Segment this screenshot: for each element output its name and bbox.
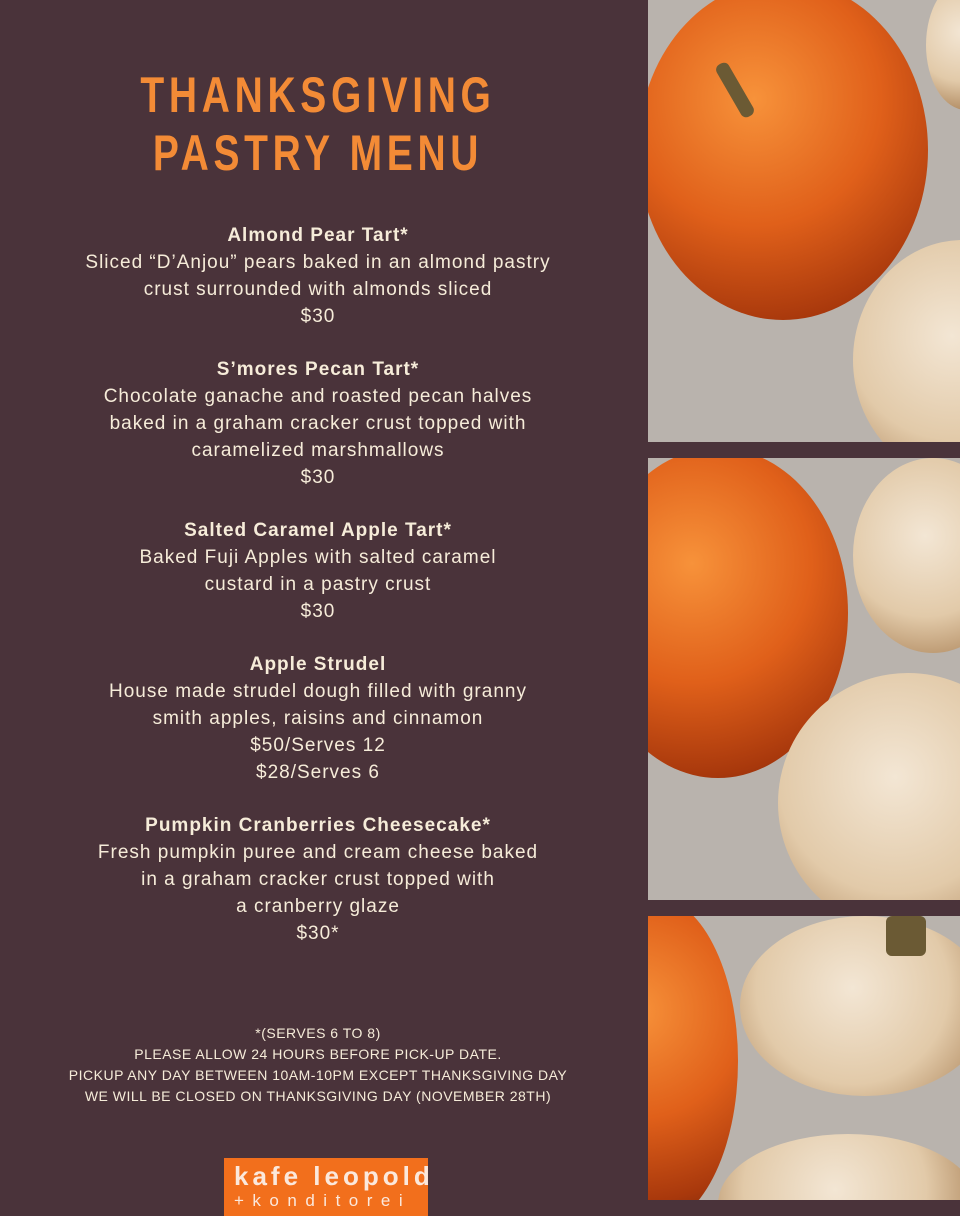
item-name: Pumpkin Cranberries Cheesecake* — [145, 815, 491, 836]
title-line-2: PASTRY MENU — [152, 125, 484, 181]
item-description: caramelized marshmallows — [191, 440, 445, 461]
item-name: Apple Strudel — [249, 654, 387, 675]
item-price: $30* — [296, 923, 340, 944]
item-description: Fresh pumpkin puree and cream cheese baked — [97, 842, 539, 863]
logo-line-1: kafe leopold — [234, 1161, 434, 1191]
title-line-1: THANKSGIVING — [140, 67, 496, 123]
pumpkin-photo-2 — [648, 458, 960, 900]
menu-item — [0, 222, 636, 330]
kafe-leopold-logo — [224, 1158, 434, 1216]
item-description: House made strudel dough filled with granny — [109, 681, 527, 702]
menu-item — [0, 517, 636, 625]
item-price: $28/Serves 6 — [256, 762, 380, 783]
note-line: *(SERVES 6 TO 8) — [255, 1025, 381, 1041]
menu-item — [0, 651, 636, 786]
notes — [0, 1023, 636, 1107]
menu-item — [0, 356, 636, 491]
item-description: in a graham cracker crust topped with — [141, 869, 495, 890]
item-description: Baked Fuji Apples with salted caramel — [139, 547, 497, 568]
logo-line-2: +konditorei — [234, 1191, 412, 1210]
item-price: $30 — [300, 467, 336, 488]
pumpkin-photo-3 — [648, 916, 960, 1200]
item-description: custard in a pastry crust — [204, 574, 432, 595]
item-price: $50/Serves 12 — [250, 735, 386, 756]
note-line: WE WILL BE CLOSED ON THANKSGIVING DAY (NOVEMBER 28TH) — [84, 1088, 552, 1104]
item-description: smith apples, raisins and cinnamon — [152, 708, 484, 729]
item-description: Chocolate ganache and roasted pecan halves — [103, 386, 533, 407]
item-name: Salted Caramel Apple Tart* — [184, 520, 452, 541]
item-description: baked in a graham cracker crust topped with — [109, 413, 527, 434]
item-description: a cranberry glaze — [236, 896, 400, 917]
item-price: $30 — [300, 306, 336, 327]
item-description: crust surrounded with almonds sliced — [143, 279, 493, 300]
menu-item — [0, 812, 636, 947]
item-price: $30 — [300, 601, 336, 622]
note-line: PICKUP ANY DAY BETWEEN 10AM-10PM EXCEPT THANKSGIVING DAY — [68, 1067, 568, 1083]
pumpkin-photo-1 — [648, 0, 960, 442]
item-name: Almond Pear Tart* — [227, 225, 409, 246]
note-line: PLEASE ALLOW 24 HOURS BEFORE PICK-UP DATE. — [134, 1046, 502, 1062]
item-name: S’mores Pecan Tart* — [216, 359, 420, 380]
page-title — [70, 66, 566, 182]
item-description: Sliced “D’Anjou” pears baked in an almond pastry — [85, 252, 551, 273]
menu-items — [0, 222, 636, 947]
